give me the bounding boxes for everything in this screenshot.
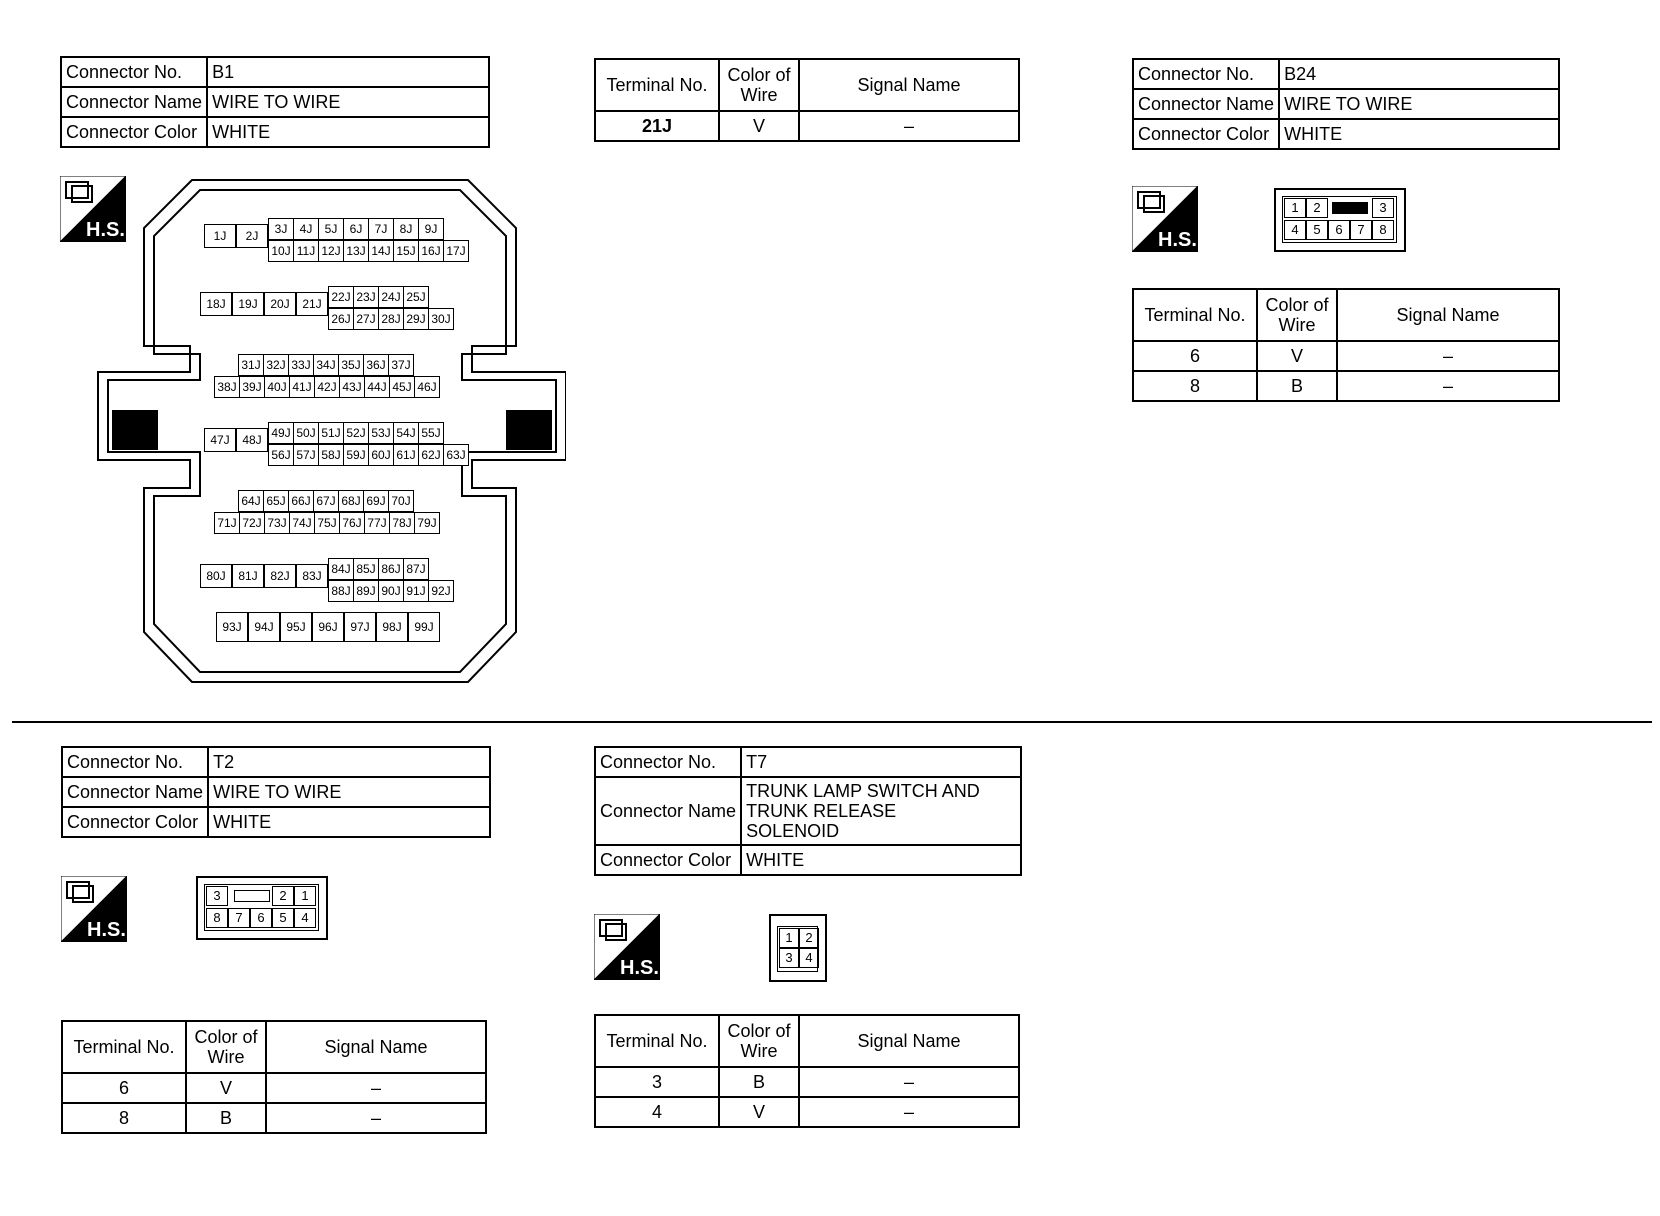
b24-connector-name: WIRE TO WIRE [1279,89,1559,119]
wire-color-cell: V [1257,341,1337,371]
t7-connector-color: WHITE [741,845,1021,875]
pin: 26J [328,308,354,330]
terminal-no-cell: 3 [595,1067,719,1097]
svg-text:H.S.: H.S. [620,957,659,979]
terminal-no-header: Terminal No. [595,59,719,111]
pin: 6J [343,218,369,240]
pin: 8J [393,218,419,240]
table-row [595,1097,1019,1127]
pin: 1J [204,224,236,248]
pin: 72J [239,512,265,534]
pin: 99J [408,612,440,642]
t7-connector-face [769,914,827,982]
pin: 57J [293,444,319,466]
pin: 25J [403,286,429,308]
section-divider [12,721,1652,723]
pin: 17J [443,240,469,262]
pin: 11J [293,240,319,262]
signal-name-cell: – [799,1067,1019,1097]
svg-text:H.S.: H.S. [87,919,126,941]
pin: 3 [1372,198,1394,218]
b1-connector-no: B1 [207,57,489,87]
table-row [595,1067,1019,1097]
signal-name-header: Signal Name [799,59,1019,111]
pin: 49J [268,422,294,444]
t2-connector-info-table [61,746,491,838]
connector-name-label: Connector Name [61,87,207,117]
pin: 23J [353,286,379,308]
color-of-wire-header: Color of Wire [719,59,799,111]
t7-terminal-table [594,1014,1020,1128]
t2-key-slot [234,890,270,902]
pin: 10J [268,240,294,262]
b1-left-lock [112,410,158,450]
table-row [595,111,1019,141]
terminal-no-cell: 21J [595,111,719,141]
pin: 21J [296,292,328,316]
svg-text:H.S.: H.S. [1158,229,1197,251]
pin: 3 [779,948,799,968]
pin: 98J [376,612,408,642]
wire-color-cell: B [719,1067,799,1097]
pin: 89J [353,580,379,602]
hs-label: H.S. [86,219,125,241]
pin: 7J [368,218,394,240]
pin: 9J [418,218,444,240]
b24-connector-color: WHITE [1279,119,1559,149]
pin: 81J [232,564,264,588]
terminal-no-cell: 8 [1133,371,1257,401]
pin: 68J [338,490,364,512]
pin: 29J [403,308,429,330]
pin: 8 [1372,220,1394,240]
pin: 2 [1306,198,1328,218]
signal-name-cell: – [799,1097,1019,1127]
pin: 78J [389,512,415,534]
signal-name-cell: – [799,111,1019,141]
connector-no-label: Connector No. [595,747,741,777]
connector-color-label: Connector Color [61,117,207,147]
pin: 71J [214,512,240,534]
pin: 45J [389,376,415,398]
t2-connector-no: T2 [208,747,490,777]
pin: 93J [216,612,248,642]
pin: 56J [268,444,294,466]
connector-no-label: Connector No. [1133,59,1279,89]
pin: 74J [289,512,315,534]
connector-name-label: Connector Name [62,777,208,807]
pin: 13J [343,240,369,262]
t7-connector-no: T7 [741,747,1021,777]
signal-name-cell: – [1337,371,1559,401]
harness-side-icon [594,914,660,980]
table-row [62,1103,486,1133]
terminal-no-cell: 4 [595,1097,719,1127]
color-of-wire-header: Color of Wire [186,1021,266,1073]
pin: 22J [328,286,354,308]
pin: 87J [403,558,429,580]
b24-terminal-table [1132,288,1560,402]
pin: 32J [263,354,289,376]
pin: 19J [232,292,264,316]
table-row [62,1073,486,1103]
pin: 1 [1284,198,1306,218]
b1-terminal-table [594,58,1020,142]
pin: 97J [344,612,376,642]
color-of-wire-header: Color of Wire [1257,289,1337,341]
t2-terminal-table [61,1020,487,1134]
pin: 4 [1284,220,1306,240]
pin: 33J [288,354,314,376]
pin: 1 [294,886,316,906]
b1-right-lock [506,410,552,450]
pin: 58J [318,444,344,466]
pin: 5 [272,908,294,928]
pin: 38J [214,376,240,398]
pin: 55J [418,422,444,444]
pin: 6 [1328,220,1350,240]
pin: 30J [428,308,454,330]
pin: 20J [264,292,296,316]
signal-name-cell: – [266,1073,486,1103]
pin: 27J [353,308,379,330]
pin: 90J [378,580,404,602]
pin: 52J [343,422,369,444]
pin: 31J [238,354,264,376]
t7-connector-info-table [594,746,1022,876]
pin: 79J [414,512,440,534]
table-row [1133,371,1559,401]
pin: 82J [264,564,296,588]
pin: 4 [294,908,316,928]
wire-color-cell: B [186,1103,266,1133]
b24-key-block [1332,202,1368,214]
pin: 15J [393,240,419,262]
signal-name-header: Signal Name [1337,289,1559,341]
pin: 3J [268,218,294,240]
table-row [1133,341,1559,371]
connector-color-label: Connector Color [62,807,208,837]
pin: 65J [263,490,289,512]
terminal-no-header: Terminal No. [595,1015,719,1067]
pin: 41J [289,376,315,398]
pin: 5 [1306,220,1328,240]
wire-color-cell: V [186,1073,266,1103]
terminal-no-cell: 6 [1133,341,1257,371]
pin: 43J [339,376,365,398]
pin: 35J [338,354,364,376]
pin: 7 [1350,220,1372,240]
pin: 67J [313,490,339,512]
terminal-no-header: Terminal No. [62,1021,186,1073]
pin: 73J [264,512,290,534]
pin: 50J [293,422,319,444]
connector-name-label: Connector Name [1133,89,1279,119]
b24-connector-face [1274,188,1406,252]
pin: 96J [312,612,344,642]
terminal-no-cell: 6 [62,1073,186,1103]
pin: 60J [368,444,394,466]
b24-connector-info-table [1132,58,1560,150]
connector-no-label: Connector No. [62,747,208,777]
pin: 77J [364,512,390,534]
pin: 75J [314,512,340,534]
b24-connector-no: B24 [1279,59,1559,89]
pin: 62J [418,444,444,466]
connector-no-label: Connector No. [61,57,207,87]
pin: 46J [414,376,440,398]
pin: 2J [236,224,268,248]
pin: 48J [236,428,268,452]
pin: 39J [239,376,265,398]
harness-side-icon [1132,186,1198,252]
pin: 28J [378,308,404,330]
pin: 3 [206,886,228,906]
signal-name-header: Signal Name [266,1021,486,1073]
pin: 70J [388,490,414,512]
pin: 5J [318,218,344,240]
pin: 61J [393,444,419,466]
pin: 51J [318,422,344,444]
t2-connector-name: WIRE TO WIRE [208,777,490,807]
pin: 53J [368,422,394,444]
pin: 34J [313,354,339,376]
connector-color-label: Connector Color [1133,119,1279,149]
pin: 24J [378,286,404,308]
pin: 2 [272,886,294,906]
connector-name-label: Connector Name [595,777,741,845]
pin: 76J [339,512,365,534]
pin: 59J [343,444,369,466]
pin: 1 [779,928,799,948]
wire-color-cell: B [1257,371,1337,401]
pin: 83J [296,564,328,588]
harness-side-icon [61,876,127,942]
pin: 7 [228,908,250,928]
wire-color-cell: V [719,111,799,141]
pin: 95J [280,612,312,642]
pin: 18J [200,292,232,316]
pin: 85J [353,558,379,580]
pin: 42J [314,376,340,398]
pin: 66J [288,490,314,512]
pin: 91J [403,580,429,602]
b1-connector-name: WIRE TO WIRE [207,87,489,117]
terminal-no-header: Terminal No. [1133,289,1257,341]
pin: 36J [363,354,389,376]
pin: 94J [248,612,280,642]
t2-connector-color: WHITE [208,807,490,837]
pin: 64J [238,490,264,512]
pin: 6 [250,908,272,928]
b1-connector-color: WHITE [207,117,489,147]
pin: 40J [264,376,290,398]
wire-color-cell: V [719,1097,799,1127]
t2-connector-face [196,876,328,940]
signal-name-cell: – [1337,341,1559,371]
pin: 44J [364,376,390,398]
signal-name-header: Signal Name [799,1015,1019,1067]
pin: 69J [363,490,389,512]
pin: 4J [293,218,319,240]
signal-name-cell: – [266,1103,486,1133]
connector-color-label: Connector Color [595,845,741,875]
pin: 88J [328,580,354,602]
pin: 14J [368,240,394,262]
pin: 37J [388,354,414,376]
pin: 54J [393,422,419,444]
color-of-wire-header: Color of Wire [719,1015,799,1067]
b1-connector-info-table [60,56,490,148]
pin: 80J [200,564,232,588]
pin: 92J [428,580,454,602]
pin: 84J [328,558,354,580]
pin: 12J [318,240,344,262]
pin: 8 [206,908,228,928]
pin: 47J [204,428,236,452]
pin: 2 [799,928,819,948]
pin: 4 [799,948,819,968]
pin: 16J [418,240,444,262]
t7-connector-name: TRUNK LAMP SWITCH AND TRUNK RELEASE SOLENOID [741,777,1021,845]
pin: 63J [443,444,469,466]
pin: 86J [378,558,404,580]
terminal-no-cell: 8 [62,1103,186,1133]
